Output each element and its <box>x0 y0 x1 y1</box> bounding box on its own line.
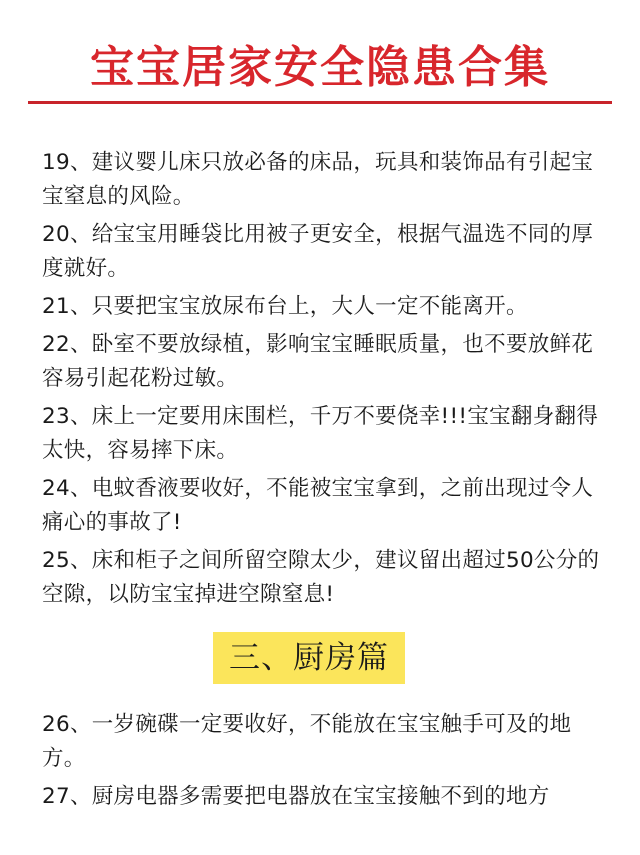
tips-list-bedroom <box>42 146 602 616</box>
tip-item: 21、只要把宝宝放尿布台上，大人一定不能离开。 <box>42 294 528 319</box>
tip-item: 19、建议婴儿床只放必备的床品，玩具和装饰品有引起宝宝窒息的风险。 <box>42 150 594 209</box>
tip-item: 23、床上一定要用床围栏，千万不要侥幸!!!宝宝翻身翻得太快，容易摔下床。 <box>42 404 599 463</box>
tip-item: 27、厨房电器多需要把电器放在宝宝接触不到的地方 <box>42 784 550 809</box>
page-title: 宝宝居家安全隐患合集 <box>90 42 550 93</box>
section-heading-kitchen: 三、厨房篇 <box>213 632 405 684</box>
title-divider <box>28 101 612 104</box>
tip-item: 25、床和柜子之间所留空隙太少，建议留出超过50公分的空隙，以防宝宝掉进空隙窒息! <box>42 548 600 607</box>
tip-item: 22、卧室不要放绿植，影响宝宝睡眠质量，也不要放鲜花容易引起花粉过敏。 <box>42 332 594 391</box>
tip-item: 24、电蚊香液要收好，不能被宝宝拿到，之前出现过令人痛心的事故了! <box>42 476 594 535</box>
tip-item: 26、一岁碗碟一定要收好，不能放在宝宝触手可及的地方。 <box>42 712 572 771</box>
tip-item: 20、给宝宝用睡袋比用被子更安全，根据气温选不同的厚度就好。 <box>42 222 594 281</box>
tips-list-kitchen <box>42 708 602 818</box>
